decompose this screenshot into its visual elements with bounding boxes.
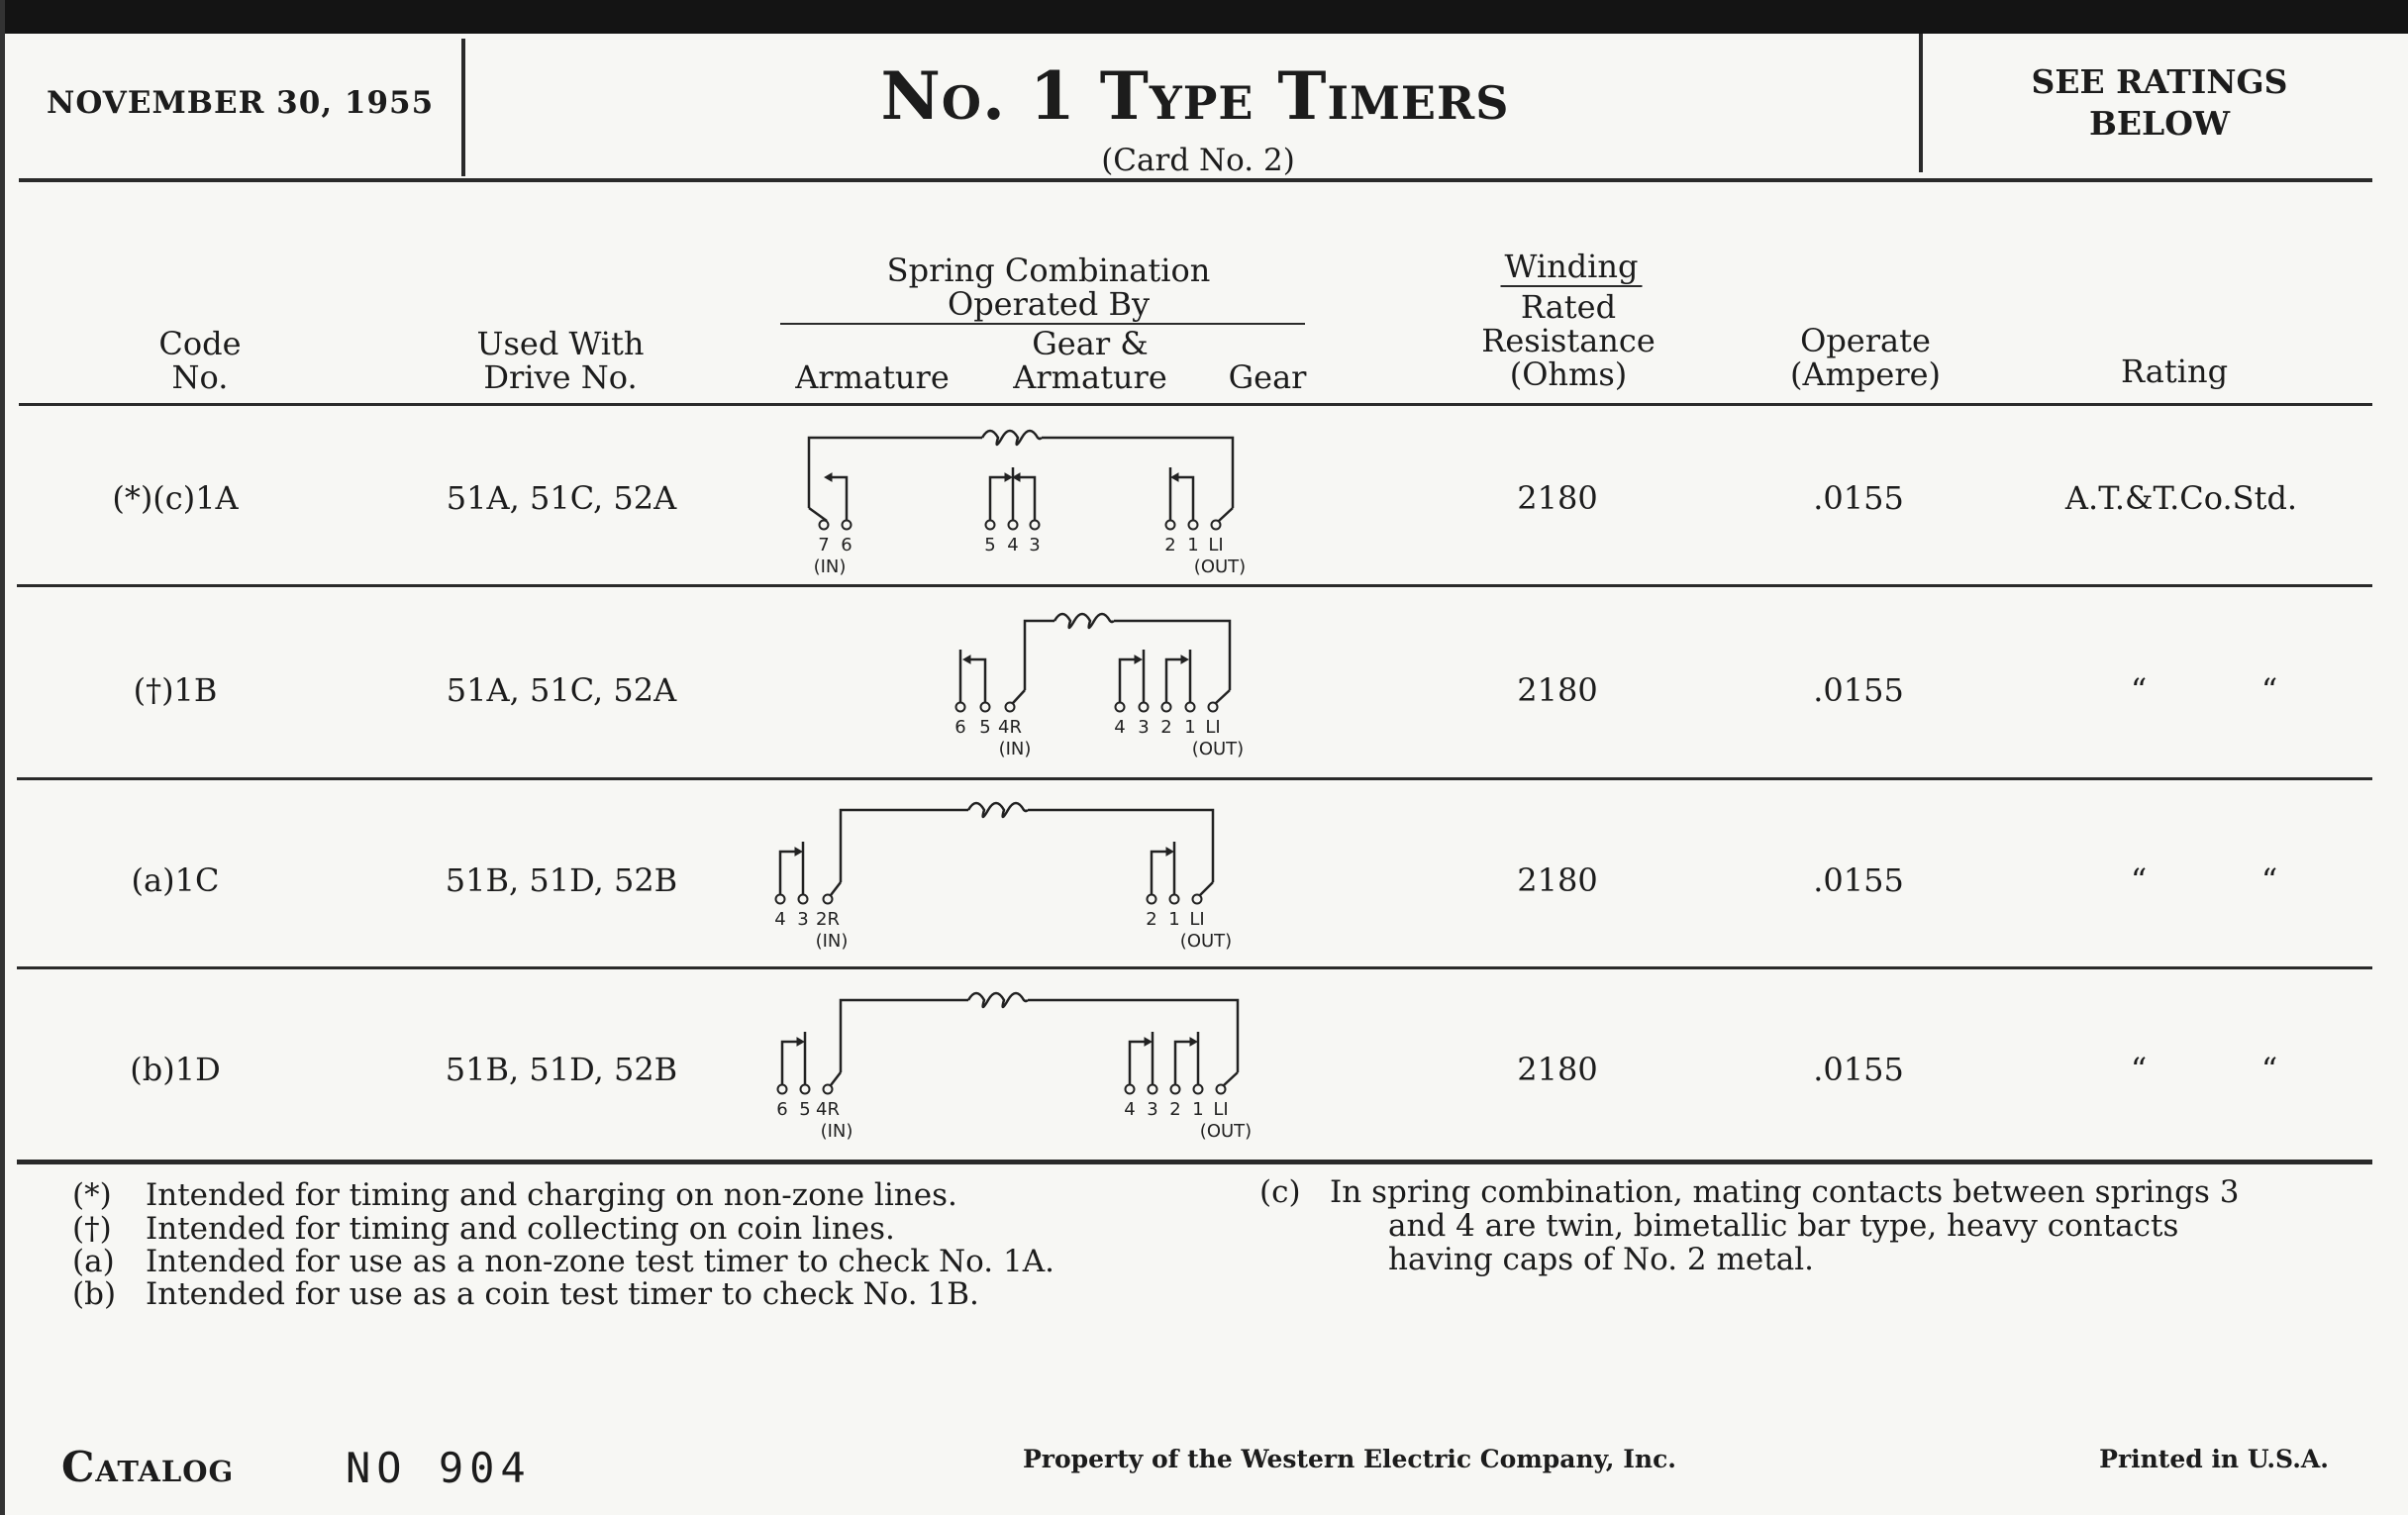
rated-resistance: 2180 xyxy=(1517,861,1598,899)
terminal-icon xyxy=(1126,1085,1135,1094)
winding-lead-right xyxy=(1042,438,1233,508)
drive-no: 51A, 51C, 52A xyxy=(446,671,677,709)
terminal-label: 3 xyxy=(1147,1099,1158,1120)
arrow-icon xyxy=(797,1038,804,1046)
terminal-icon xyxy=(1193,895,1202,904)
terminal-icon xyxy=(1162,703,1171,712)
winding-lead-right xyxy=(1028,810,1213,882)
card-date: NOVEMBER 30, 1955 xyxy=(47,85,435,121)
contact-spring-icon xyxy=(1177,477,1193,520)
rated-resistance: 2180 xyxy=(1517,671,1598,709)
terminal-icon xyxy=(1212,521,1221,530)
coil-icon xyxy=(968,993,1028,1007)
terminal-icon xyxy=(1140,703,1149,712)
col-operate-line2: (Ampere) xyxy=(1789,355,1942,393)
terminal-label: 3 xyxy=(1138,717,1150,738)
col-resistance-line1: Rated xyxy=(1520,288,1617,326)
col-gear: Gear xyxy=(1228,358,1307,396)
col-code-line2: No. xyxy=(171,358,229,396)
winding-lead-left xyxy=(841,810,968,882)
terminal-label: LI xyxy=(1208,535,1224,556)
drive-no: 51B, 51D, 52B xyxy=(445,861,678,899)
printed-notice: Printed in U.S.A. xyxy=(2099,1445,2329,1473)
contact-spring-icon xyxy=(990,477,1006,520)
terminal-label: 5 xyxy=(979,717,991,738)
terminal-icon xyxy=(1209,703,1218,712)
terminal-label: 2 xyxy=(1169,1099,1181,1120)
col-gear-armature-line2: Armature xyxy=(1013,358,1167,396)
col-code-line1: Code xyxy=(158,325,242,362)
contact-spring-icon xyxy=(1019,477,1035,520)
terminal-label: 6 xyxy=(954,717,966,738)
rating-ditto: “ xyxy=(2260,671,2278,709)
winding-lead-in xyxy=(1013,690,1025,703)
col-gear-armature-line1: Gear & xyxy=(1032,325,1149,362)
terminal-icon xyxy=(1186,703,1195,712)
footnote-text: Intended for timing and collecting on coin lines. xyxy=(146,1211,895,1247)
card-number: (Card No. 2) xyxy=(1101,143,1295,178)
col-spring-line2: Operated By xyxy=(947,285,1151,323)
terminal-icon xyxy=(1149,1085,1157,1094)
footnote-c-line1: In spring combination, mating contacts between springs 3 xyxy=(1330,1174,2240,1210)
winding-lead-right xyxy=(1028,1000,1238,1072)
terminal-icon xyxy=(981,703,990,712)
terminal-label: 4 xyxy=(774,909,786,930)
terminal-label: 2R xyxy=(816,909,840,930)
terminal-label: 1 xyxy=(1184,717,1196,738)
code-no: (b)1D xyxy=(130,1051,221,1088)
contact-spring-icon xyxy=(969,659,985,702)
terminal-icon xyxy=(799,895,808,904)
out-label: (OUT) xyxy=(1199,1121,1253,1142)
contact-spring-icon xyxy=(782,1042,798,1084)
rating-ditto: “ xyxy=(2130,1051,2148,1088)
winding-lead-left xyxy=(809,438,982,508)
terminal-label: 7 xyxy=(818,535,830,556)
terminal-label: 4 xyxy=(1124,1099,1136,1120)
terminal-icon xyxy=(1170,895,1179,904)
col-rating: Rating xyxy=(2120,353,2229,390)
terminal-label: 2 xyxy=(1146,909,1157,930)
rated-resistance: 2180 xyxy=(1517,479,1598,517)
terminal-label: 5 xyxy=(984,535,996,556)
arrow-icon xyxy=(1005,473,1012,481)
terminal-icon xyxy=(824,895,833,904)
out-label: (OUT) xyxy=(1191,739,1245,759)
arrow-icon xyxy=(1181,656,1188,663)
arrow-icon xyxy=(1135,656,1142,663)
footnote-text: Intended for use as a coin test timer to check No. 1B. xyxy=(146,1276,979,1312)
arrow-icon xyxy=(1190,1038,1197,1046)
terminal-label: LI xyxy=(1213,1099,1229,1120)
terminal-label: 4 xyxy=(1007,535,1019,556)
operate-current: .0155 xyxy=(1813,479,1904,517)
winding-lead-in xyxy=(831,1072,841,1085)
terminal-icon xyxy=(820,521,829,530)
terminal-label: 1 xyxy=(1192,1099,1204,1120)
col-drive-line1: Used With xyxy=(476,325,645,362)
terminal-icon xyxy=(1189,521,1198,530)
terminal-icon xyxy=(801,1085,810,1094)
ratings-note-line2: BELOW xyxy=(2088,104,2231,143)
terminal-label: LI xyxy=(1205,717,1221,738)
arrow-icon xyxy=(795,848,802,856)
catalog-number: NO 904 xyxy=(346,1444,532,1492)
arrow-icon xyxy=(1145,1038,1152,1046)
rated-resistance: 2180 xyxy=(1517,1051,1598,1088)
contact-spring-icon xyxy=(1130,1042,1146,1084)
contact-spring-icon xyxy=(1152,852,1167,894)
rating-ditto: “ xyxy=(2130,861,2148,899)
drive-no: 51B, 51D, 52B xyxy=(445,1051,678,1088)
terminal-label: 2 xyxy=(1164,535,1176,556)
col-spring-line1: Spring Combination xyxy=(886,252,1211,289)
terminal-label: 4R xyxy=(998,717,1022,738)
footnote-text: Intended for timing and charging on non-zone lines. xyxy=(146,1177,957,1213)
footnote-mark: (b) xyxy=(72,1276,117,1312)
winding-lead-out xyxy=(1216,690,1230,703)
contact-spring-icon xyxy=(780,852,796,894)
in-label: (IN) xyxy=(813,556,847,577)
terminal-icon xyxy=(1194,1085,1203,1094)
contact-spring-icon xyxy=(831,477,847,520)
footnote-c-mark: (c) xyxy=(1259,1174,1301,1210)
winding-lead-out xyxy=(1200,882,1213,895)
col-drive-line2: Drive No. xyxy=(483,358,638,396)
terminal-icon xyxy=(1031,521,1040,530)
coil-icon xyxy=(968,803,1028,817)
catalog-label: Catalog xyxy=(61,1443,235,1491)
footnote-c-line2: and 4 are twin, bimetallic bar type, heavy contacts xyxy=(1388,1208,2179,1244)
terminal-icon xyxy=(986,521,995,530)
property-notice: Property of the Western Electric Company, Inc. xyxy=(1022,1445,1677,1473)
arrow-icon xyxy=(1171,473,1178,481)
col-armature: Armature xyxy=(795,358,950,396)
terminal-icon xyxy=(1217,1085,1226,1094)
operate-current: .0155 xyxy=(1813,861,1904,899)
winding-lead-left xyxy=(841,1000,968,1072)
in-label: (IN) xyxy=(820,1121,853,1142)
in-label: (IN) xyxy=(998,739,1032,759)
terminal-label: 6 xyxy=(841,535,853,556)
footnote-mark: (†) xyxy=(72,1211,112,1247)
arrow-icon xyxy=(963,656,970,663)
terminal-label: 5 xyxy=(799,1099,811,1120)
terminal-label: 4R xyxy=(816,1099,840,1120)
terminal-icon xyxy=(1148,895,1156,904)
terminal-icon xyxy=(843,521,852,530)
terminal-icon xyxy=(778,1085,787,1094)
contact-spring-icon xyxy=(1166,659,1182,702)
contact-spring-icon xyxy=(1175,1042,1191,1084)
ratings-note-line1: SEE RATINGS xyxy=(2031,62,2288,101)
page-title: No. 1 Type Timers xyxy=(880,57,1510,135)
terminal-icon xyxy=(824,1085,833,1094)
terminal-icon xyxy=(1006,703,1015,712)
rating-ditto: “ xyxy=(2260,861,2278,899)
terminal-icon xyxy=(776,895,785,904)
winding-lead-out xyxy=(1219,508,1233,521)
code-no: (†)1B xyxy=(133,671,218,709)
drive-no: 51A, 51C, 52A xyxy=(446,479,677,517)
rating-ditto: “ xyxy=(2130,671,2148,709)
col-operate-line1: Operate xyxy=(1800,322,1931,359)
out-label: (OUT) xyxy=(1179,931,1233,952)
footnote-c-line3: having caps of No. 2 metal. xyxy=(1388,1242,1814,1277)
contact-spring-icon xyxy=(1120,659,1136,702)
col-resistance-line3: (Ohms) xyxy=(1509,355,1628,393)
col-resistance-line2: Resistance xyxy=(1481,322,1656,359)
terminal-icon xyxy=(1171,1085,1180,1094)
winding-lead-right xyxy=(1114,621,1230,690)
code-no: (*)(c)1A xyxy=(112,479,239,517)
footnote-text: Intended for use as a non-zone test timer to check No. 1A. xyxy=(146,1244,1054,1279)
out-label: (OUT) xyxy=(1193,556,1247,577)
rating-ditto: “ xyxy=(2260,1051,2278,1088)
terminal-label: 2 xyxy=(1160,717,1172,738)
coil-icon xyxy=(1054,614,1114,628)
coil-icon xyxy=(982,431,1042,445)
terminal-label: 3 xyxy=(797,909,809,930)
terminal-label: 1 xyxy=(1168,909,1180,930)
terminal-icon xyxy=(1116,703,1125,712)
footnote-mark: (a) xyxy=(72,1244,115,1279)
terminal-label: 3 xyxy=(1029,535,1041,556)
footnote-mark: (*) xyxy=(72,1177,112,1213)
terminal-icon xyxy=(956,703,965,712)
col-winding: Winding xyxy=(1501,250,1643,287)
terminal-label: 1 xyxy=(1187,535,1199,556)
rating: A.T.&T.Co.Std. xyxy=(2064,479,2298,517)
arrow-icon xyxy=(825,473,832,481)
winding-lead-out xyxy=(1224,1072,1238,1085)
terminal-icon xyxy=(1009,521,1018,530)
terminal-label: 6 xyxy=(776,1099,788,1120)
winding-lead-left xyxy=(1025,621,1054,690)
winding-lead-in xyxy=(809,508,827,521)
code-no: (a)1C xyxy=(131,861,220,899)
in-label: (IN) xyxy=(815,931,849,952)
arrow-icon xyxy=(1166,848,1173,856)
operate-current: .0155 xyxy=(1813,671,1904,709)
terminal-label: 4 xyxy=(1114,717,1126,738)
terminal-icon xyxy=(1166,521,1175,530)
operate-current: .0155 xyxy=(1813,1051,1904,1088)
winding-lead-in xyxy=(831,882,841,895)
terminal-label: LI xyxy=(1189,909,1205,930)
